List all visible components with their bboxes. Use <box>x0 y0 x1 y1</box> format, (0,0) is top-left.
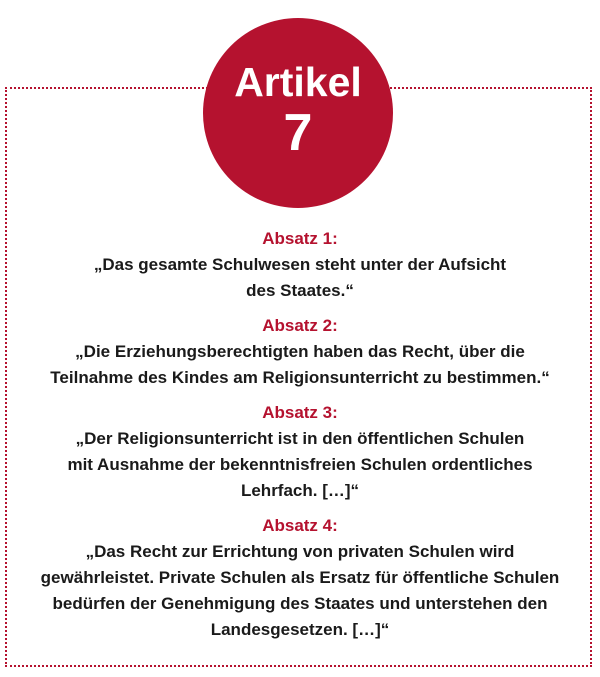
text-line: „Der Religionsunterricht ist in den öffentlichen Schulen <box>75 429 525 448</box>
text-line: Lehrfach. […]“ <box>240 481 360 500</box>
section-text <box>30 539 570 643</box>
section-text <box>30 339 570 391</box>
section-absatz-4 <box>30 515 570 643</box>
text-line: gewährleistet. Private Schulen als Ersatz für öffentliche Schulen <box>40 568 560 587</box>
section-absatz-1 <box>30 228 570 304</box>
section-heading: Absatz 4: <box>262 516 338 535</box>
badge-title: Artikel <box>234 59 362 105</box>
article-content <box>30 228 570 654</box>
section-absatz-2 <box>30 315 570 391</box>
text-line: Teilnahme des Kindes am Religionsunterricht zu bestimmen.“ <box>50 368 550 387</box>
section-heading: Absatz 2: <box>262 316 338 335</box>
section-text <box>30 252 570 304</box>
section-heading: Absatz 1: <box>262 229 338 248</box>
text-line: Landesgesetzen. […]“ <box>210 620 390 639</box>
text-line: bedürfen der Genehmigung des Staates und unterstehen den <box>52 594 548 613</box>
section-text <box>30 426 570 504</box>
text-line: „Das gesamte Schulwesen steht unter der Aufsicht <box>93 255 507 274</box>
article-badge <box>203 18 393 208</box>
section-absatz-3 <box>30 402 570 504</box>
text-line: „Die Erziehungsberechtigten haben das Recht, über die <box>75 342 525 361</box>
text-line: mit Ausnahme der bekenntnisfreien Schulen ordentliches <box>67 455 533 474</box>
text-line: „Das Recht zur Errichtung von privaten Schulen wird <box>85 542 515 561</box>
section-heading: Absatz 3: <box>262 403 338 422</box>
badge-number: 7 <box>283 104 313 162</box>
text-line: des Staates.“ <box>246 281 354 300</box>
